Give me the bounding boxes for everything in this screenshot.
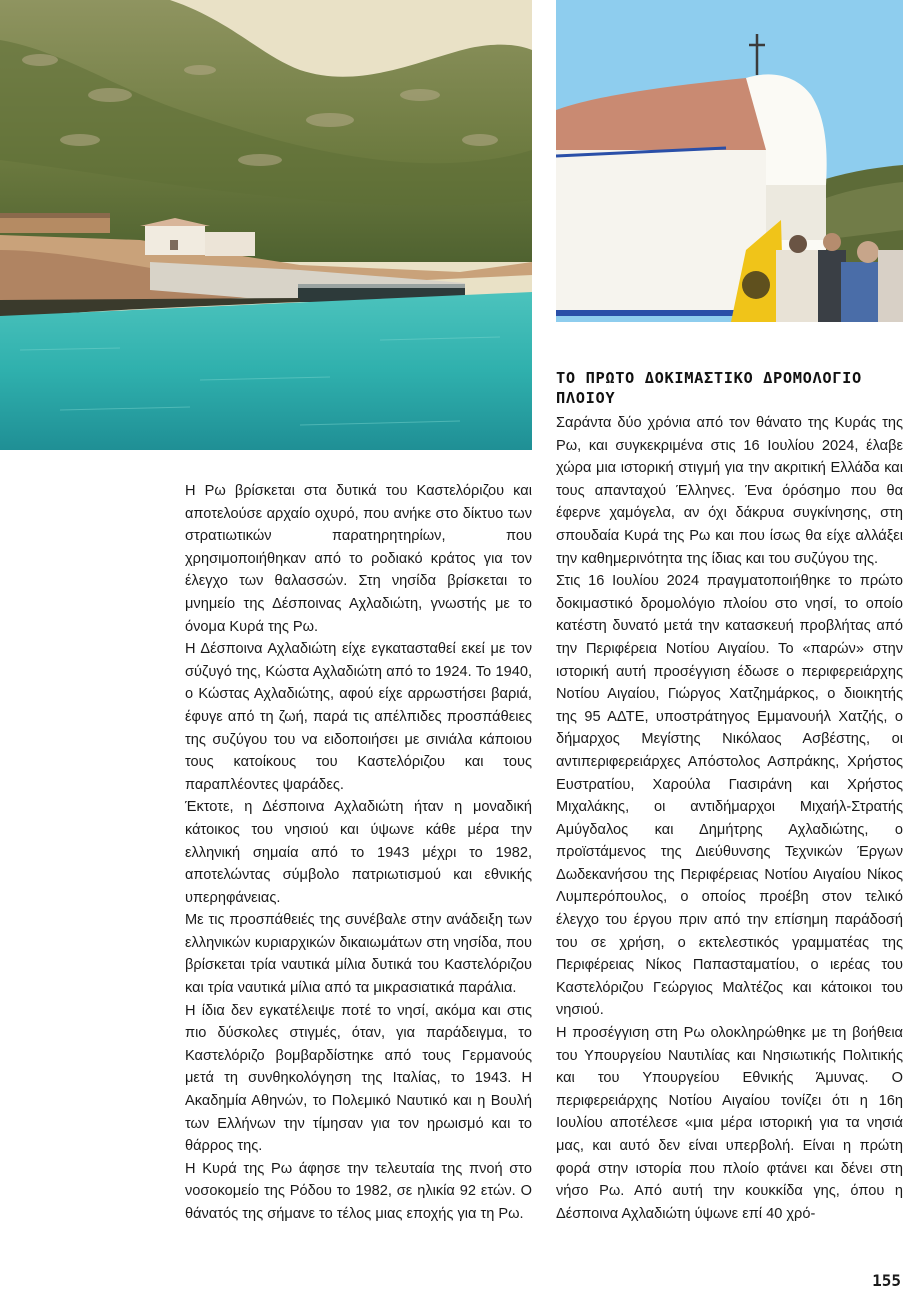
chapel-flag-photo <box>556 0 903 322</box>
right-text-column <box>556 368 903 1225</box>
right-paragraph-2: Στις 16 Ιουλίου 2024 πραγματοποιήθηκε το πρώτο δοκιμαστικό δρομολόγιο πλοίου στο νησί, το οποίο κατέστη δυνατό μετά την κατασκευή προβλήτας από την Περιφέρεια Νοτίου Αιγαίου. Το «παρών» στην ιστορική αυτή προσέγγιση έδωσε ο περιφερειάρχης Νοτίου Αιγαίου, Γιώργος Χατζημάρκος, ο διοικητής της 95 ΑΔΤΕ, υποστράτηγος Εμμανουήλ Χατζής, ο δήμαρχος Μεγίστης Νικόλαος Ασβέστης, οι αντιπεριφερειάρχες Απόστολος Ασπράκης, Χρήστος Ευστρατίου, Χαρούλα Γιασιράνη και Χρήστος Μιχαλάκης, οι αντιδήμαρχοι Μιχαήλ-Στρατής Αμύγδαλος και Δημήτρης Αχλαδιώτης, ο προϊστάμενος της Διεύθυνσης Τεχνικών Έργων Δωδεκανήσου της Περιφέρειας Νοτίου Αιγαίου Νίκος Λυμπερόπουλος, ο οποίος προέβη στον τελικό έλεγχο του έργου πριν από την επίσημη παράδοσή του σε χρήση, ο εκτελεστικός γραμματέας της Περιφέρειας Νίκος Παπασταματίου, ο ιερέας του Καστελόριζου Γεώργιος Μαλτέζος και κάτοικοι του νησιού. <box>556 573 903 1019</box>
left-paragraph-5: Η ίδια δεν εγκατέλειψε ποτέ το νησί, ακόμα και στις πιο δύσκολες στιγμές, όταν, για παράδειγμα, το Καστελόριζο βομβαρδίστηκε από τους Γερμανούς μετά τη συνθηκολόγηση της Ιταλίας, το 1943. Η Ακαδημία Αθηνών, το Πολεμικό Ναυτικό και η Βουλή των Ελλήνων την τίμησαν για τον ηρωισμό και το θάρρος της. <box>185 1002 532 1155</box>
left-paragraph-6: Η Κυρά της Ρω άφησε την τελευταία της πνοή στο νοσοκομείο της Ρόδου το 1982, σε ηλικία 92 ετών. Ο θάνατός της σήμανε το τέλος μιας εποχής για τη Ρω. <box>185 1160 532 1222</box>
page-number: 155 <box>872 1271 901 1290</box>
island-harbor-photo <box>0 0 532 450</box>
section-heading: ΤΟ ΠΡΩΤΟ ΔΟΚΙΜΑΣΤΙΚΟ ΔΡΟΜΟΛΟΓΙΟ ΠΛΟΙΟΥ <box>556 369 862 407</box>
left-paragraph-1: Η Ρω βρίσκεται στα δυτικά του Καστελόριζου και αποτελούσε αρχαίο οχυρό, που ανήκε στο δίκτυο των στρατιωτικών παρατηρητηρίων, που χρησιμοποιήθηκαν από το ροδιακό κράτος για τον έλεγχο των θαλασσών. Στη νησίδα βρίσκεται το μνημείο της Δέσποινας Αχλαδιώτη, γνωστής με το όνομα Κυρά της Ρω. <box>185 483 532 635</box>
right-paragraph-3: Η προσέγγιση στη Ρω ολοκληρώθηκε με τη βοήθεια του Υπουργείου Ναυτιλίας και Νησιωτικής Πολιτικής και του Υπουργείου Εθνικής Άμυνας. Ο περιφερειάρχης Νοτίου Αιγαίου τονίζει ότι η 16η Ιουλίου αποτέλεσε «μια μέρα ιστορική για τα νησιά μας, και αυτό δεν είναι υπερβολή. Είναι η πρώτη φορά στην ιστορία που πλοίο φτάνει και δένει στη νήσο Ρω. Από αυτή την κουκκίδα γης, όπου η Δέσποινα Αχλαδιώτη ύψωνε επί 40 χρό- <box>556 1025 903 1222</box>
right-paragraph-1: Σαράντα δύο χρόνια από τον θάνατο της Κυράς της Ρω, και συγκεκριμένα στις 16 Ιουλίου 2024, έλαβε χώρα μια ιστορική στιγμή για την ακριτική Ελλάδα και τους απανταχού Έλληνες. Ένα όρόσημο που θα έφερνε χαμόγελα, αν όχι δάκρυα συγκίνησης, στη σπουδαία Κυρά της Ρω και που ίσως θα είχε αλλάξει την καθημερινότητα της ίδιας και του συζύγου της. <box>556 415 903 567</box>
left-text-column <box>185 480 532 1226</box>
left-paragraph-2: Η Δέσποινα Αχλαδιώτη είχε εγκατασταθεί εκεί με τον σύζυγό της, Κώστα Αχλαδιώτη από το 1924. Το 1940, ο Κώστας Αχλαδιώτης, αφού είχε αρρωστήσει βαριά, έφυγε από τη ζωή, παρά τις απέλπιδες προσπάθειες της συζύγου του να ειδοποιήσει με σινιάλα κάποιου τους κατοίκους του Καστελόριζου και τους παραπλέοντες ψαράδες. <box>185 641 532 793</box>
left-paragraph-3: Έκτοτε, η Δέσποινα Αχλαδιώτη ήταν η μοναδική κάτοικος του νησιού και ύψωνε κάθε μέρα την ελληνική σημαία από το 1943 μέχρι το 1982, αποτελώντας σύμβολο πατριωτισμού και εθνικής υπερηφάνειας. <box>185 799 532 906</box>
left-paragraph-4: Με τις προσπάθειές της συνέβαλε στην ανάδειξη των ελληνικών κυριαρχικών δικαιωμάτων στη νησίδα, που βρίσκεται τρία ναυτικά μίλια δυτικά του Καστελόριζου και τρία ναυτικά μίλια από τα μικρασιατικά παράλια. <box>185 912 532 997</box>
